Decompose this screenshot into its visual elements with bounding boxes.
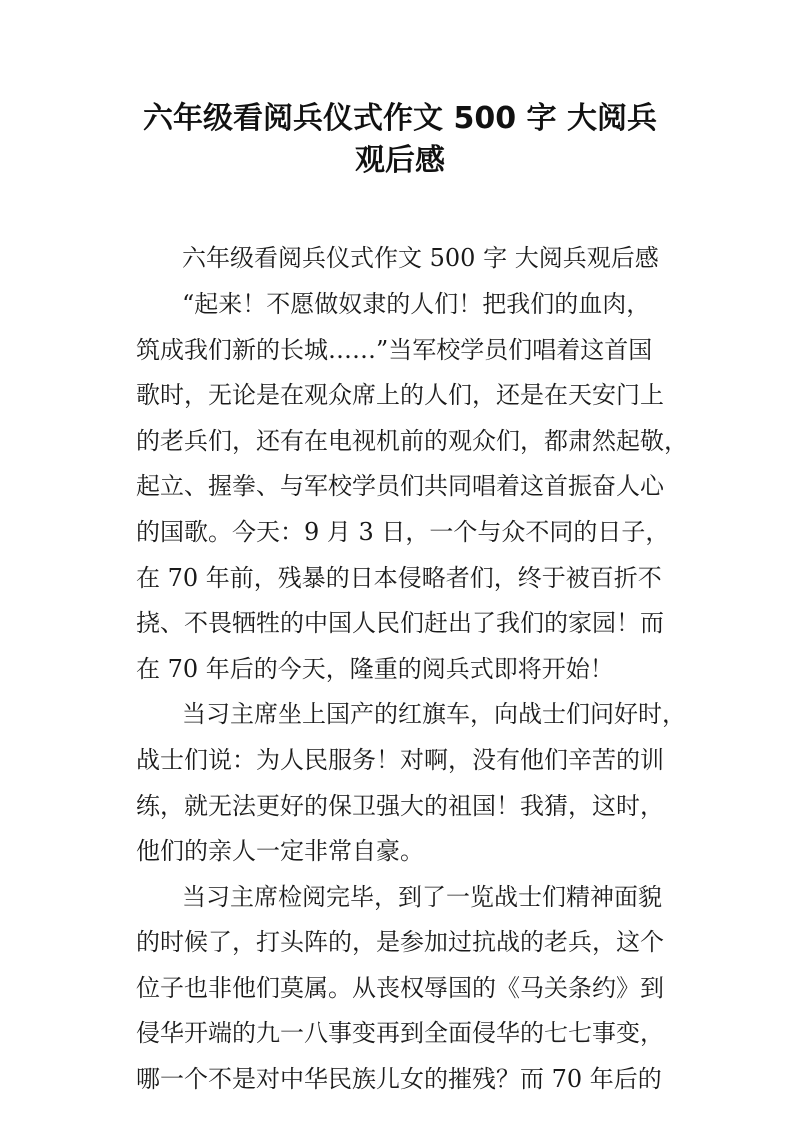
document-title-line-2: 观后感 bbox=[355, 143, 445, 178]
paragraph-line: 筑成我们新的长城……”当军校学员们唱着这首国 bbox=[136, 336, 653, 364]
paragraph-line: 位子也非他们莫属。从丧权辱国的《马关条约》到 bbox=[136, 974, 664, 1002]
paragraph-line: 他们的亲人一定非常自豪。 bbox=[136, 837, 424, 865]
paragraph-line: 当习主席坐上国产的红旗车，向战士们问好时， bbox=[182, 700, 686, 728]
paragraph-line: 的老兵们，还有在电视机前的观众们，都肃然起敬， bbox=[136, 427, 688, 455]
paragraph-line: 的国歌。今天：9 月 3 日，一个与众不同的日子， bbox=[136, 518, 670, 546]
paragraph-line: 挠、不畏牺牲的中国人民们赶出了我们的家园！而 bbox=[136, 609, 664, 637]
paragraph-line: 在 70 年后的今天，隆重的阅兵式即将开始！ bbox=[136, 655, 614, 683]
paragraph-line: “起来！不愿做奴隶的人们！把我们的血肉， bbox=[182, 290, 651, 318]
paragraph-line: 当习主席检阅完毕，到了一览战士们精神面貌 bbox=[182, 883, 662, 911]
paragraph-line: 歌时，无论是在观众席上的人们，还是在天安门上 bbox=[136, 381, 664, 409]
subtitle-line: 六年级看阅兵仪式作文 500 字 大阅兵观后感 bbox=[182, 244, 659, 272]
paragraph-line: 哪一个不是对中华民族儿女的摧残？而 70 年后的 bbox=[136, 1065, 662, 1093]
paragraph-line: 起立、握拳、与军校学员们共同唱着这首振奋人心 bbox=[136, 472, 664, 500]
paragraph-line: 侵华开端的九一八事变再到全面侵华的七七事变， bbox=[136, 1019, 664, 1047]
paragraph-line: 战士们说：为人民服务！对啊，没有他们辛苦的训 bbox=[136, 746, 664, 774]
paragraph-line: 练，就无法更好的保卫强大的祖国！我猜，这时， bbox=[136, 792, 664, 820]
document-title-line-1: 六年级看阅兵仪式作文 500 字 大阅兵 bbox=[143, 101, 657, 136]
paragraph-line: 的时候了，打头阵的，是参加过抗战的老兵，这个 bbox=[136, 928, 664, 956]
paragraph-line: 在 70 年前，残暴的日本侵略者们，终于被百折不 bbox=[136, 564, 662, 592]
